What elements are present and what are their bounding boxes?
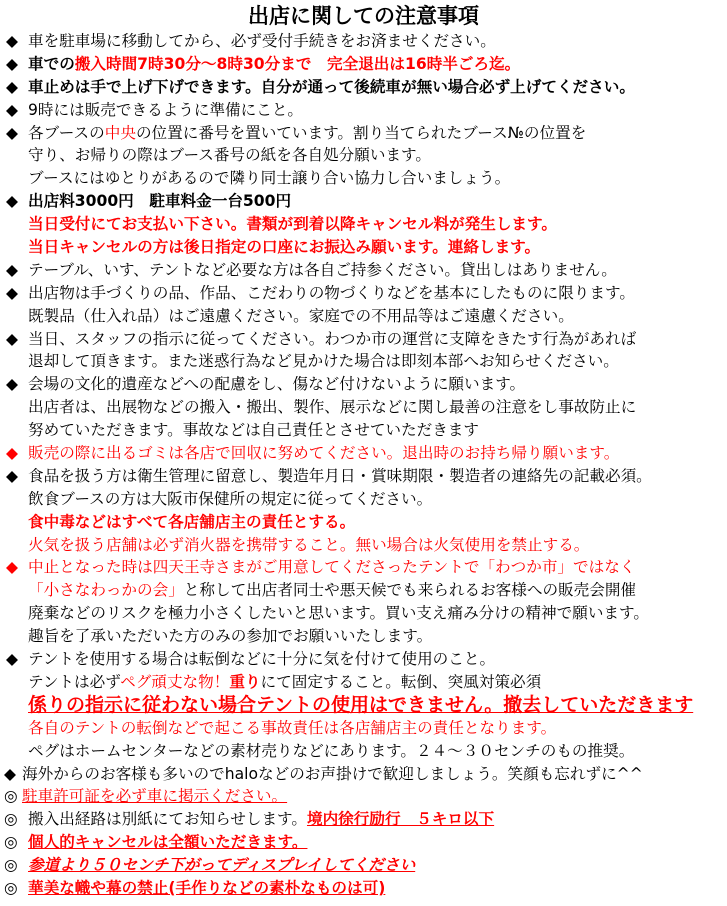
diamond-bullet-icon: ◆ — [6, 77, 18, 96]
diamond-bullet-icon: ◆ — [6, 444, 18, 463]
notice-text: 廃棄などのリスクを極力小さくしたいと思います。買い支え痛み分けの精神で願います。 — [28, 604, 649, 623]
notice-item-14 — [0, 648, 727, 671]
reminder-text: 華美な幟や幕の禁止(手作りなどの素朴なものは可) — [28, 878, 386, 897]
notice-item-13 — [0, 556, 727, 579]
notice-text: ブースにはゆとりがあるので隣り同士譲り合い協力し合いましょう。 — [28, 169, 511, 188]
diamond-bullet-icon: ◆ — [6, 466, 18, 485]
notice-emphasis: 火気を扱う店舗は必ず消火器を携帯すること。無い場合は火気使用を禁止する。 — [28, 535, 590, 554]
notice-text: 海外からのお客様も多いのでhaloなどのお声掛けで歓迎しましょう。笑顔も忘れずに^^ — [22, 764, 643, 783]
notice-emphasis: 食中毒などはすべて各店舗店主の責任とする。 — [28, 512, 356, 531]
notice-line — [0, 144, 727, 167]
diamond-bullet-icon: ◆ — [6, 558, 18, 577]
notice-emphasis: 当日キャンセルの方は後日指定の口座にお振込み願います。連絡します。 — [28, 238, 541, 257]
notice-text: テントを使用する場合は転倒などに十分に気を付けて使用のこと。 — [28, 650, 496, 669]
reminder-text: 駐車許可証を必ず車に掲示ください。 — [22, 787, 288, 806]
notice-text: 出店物は手づくりの品、作品、こだわりの物づくりなどを基本にしたものに限ります。 — [28, 283, 635, 302]
notice-text: 飲食ブースの方は大阪市保健所の規定に従ってください。 — [28, 489, 433, 508]
notice-text: 各ブースの — [28, 123, 105, 142]
notice-text: にて固定すること。転倒、突風対策必須 — [260, 672, 542, 691]
notice-item-4 — [0, 99, 727, 122]
notice-item-8 — [0, 282, 727, 305]
reminder-text: 個人的キャンセルは全額いただきます。 — [28, 833, 308, 852]
notice-emphasis: 「小さなわっかの会」 — [28, 581, 184, 600]
notice-line — [0, 419, 727, 442]
notice-item-9 — [0, 328, 727, 351]
notice-text: 車を駐車場に移動してから、必ず受付手続きをお済ませください。 — [28, 32, 496, 50]
notice-text: 9時には販売できるように準備にこと。 — [28, 100, 304, 119]
notice-text: 既製品（仕入れ品）はご遠慮ください。家庭での不用品等はご遠慮ください。 — [28, 306, 574, 325]
diamond-bullet-icon: ◆ — [6, 329, 18, 348]
double-circle-icon: ◎ — [4, 878, 18, 897]
diamond-bullet-icon: ◆ — [6, 375, 18, 394]
notice-item-11 — [0, 442, 727, 465]
double-circle-icon: ◎ — [4, 787, 18, 806]
notice-line — [0, 740, 727, 763]
notice-emphasis: 中止となった時は四天王寺さまがご用意してくださったテントで「わつか市」ではなく — [28, 558, 636, 577]
diamond-bullet-icon: ◆ — [6, 192, 18, 211]
notice-line — [0, 305, 727, 328]
notice-text: 食品を扱う方は衛生管理に留意し、製造年月日・賞味期限・製造者の連絡先の記載必須。 — [28, 466, 652, 485]
diamond-bullet-icon: ◆ — [6, 32, 18, 50]
notice-item-10 — [0, 373, 727, 396]
diamond-bullet-icon: ◆ — [6, 123, 18, 142]
notice-emphasis: 中央 — [104, 123, 136, 142]
reminder-text: 参道より５０センチ下がってディスプレイしてください — [28, 856, 416, 875]
notice-line — [0, 534, 727, 557]
notice-text: テントは必ず — [28, 672, 121, 691]
notice-emphasis: 重り — [229, 672, 261, 691]
diamond-bullet-icon: ◆ — [6, 54, 18, 73]
notice-emphasis: 当日受付にてお支払い下さい。書類が到着以降キャンセル料が発生します。 — [28, 215, 557, 234]
notice-text: ペグはホームセンターなどの素材売りなどにあります。２４～３０センチのもの推奨。 — [28, 741, 635, 760]
notice-line — [0, 717, 727, 740]
notice-emphasis: 販売の際に出るゴミは各店で回収に努めてください。退出時のお持ち帰り願います。 — [28, 444, 620, 463]
notice-text: 出店者は、出展物などの搬入・搬出、製作、展示などに関し最善の注意をし事故防止に — [28, 398, 637, 417]
reminder-emphasis: 境内徐行励行 ５キロ以下 — [306, 810, 495, 829]
double-circle-icon: ◎ — [4, 810, 18, 829]
notice-text: と称して出店者同士や悪天候でも来られるお客様への販売会開催 — [183, 581, 637, 600]
notice-item-6 — [0, 190, 727, 213]
notice-line — [0, 213, 727, 236]
notice-text: 守り、お帰りの際はブース番号の紙を各自処分願います。 — [28, 146, 431, 165]
notice-item-1 — [0, 30, 727, 53]
notice-line — [0, 350, 727, 373]
notice-text: の位置に番号を置いています。割り当てられたブース№の位置を — [135, 123, 587, 142]
notice-item-15 — [0, 763, 727, 786]
notice-line — [0, 236, 727, 259]
notice-emphasis: ペグ頑丈な物！ — [120, 672, 230, 691]
notice-text: テーブル、いす、テントなど必要な方は各自ご持参ください。貸出しはありません。 — [28, 260, 617, 279]
notice-line — [0, 625, 727, 648]
notice-line — [0, 671, 727, 694]
notice-text: 車での — [28, 54, 75, 73]
reminder-item-3 — [0, 831, 727, 854]
notice-text: 車止めは手で上げ下げできます。自分が通って後続車が無い場合必ず上げてください。 — [28, 77, 635, 96]
notice-text: 努めていただきます。事故などは自己責任とさせていただきます — [28, 421, 479, 440]
notice-item-7 — [0, 259, 727, 282]
notice-line — [0, 488, 727, 511]
tent-warning: 係りの指示に従わない場合テントの使用はできません。撤去していただきます — [28, 693, 694, 716]
reminder-text: 搬入出経路は別紙にてお知らせします。 — [28, 810, 307, 829]
notice-text: 退却して頂きます。また迷惑行為など見かけた場合は即刻本部へお知らせください。 — [28, 352, 619, 371]
diamond-bullet-icon: ◆ — [6, 100, 18, 119]
notice-item-5 — [0, 122, 727, 145]
notice-emphasis: 各自のテントの転倒などで起こる事故責任は各店舗店主の責任となります。 — [28, 718, 557, 737]
notice-item-12 — [0, 465, 727, 488]
reminder-item-1 — [0, 785, 727, 808]
reminder-item-2 — [0, 808, 727, 831]
notice-item-2 — [0, 53, 727, 76]
double-circle-icon: ◎ — [4, 833, 18, 852]
notice-text: 趣旨を了承いただいた方のみの参加でお願いいたします。 — [28, 627, 433, 646]
reminder-item-4 — [0, 854, 727, 877]
notice-line — [0, 396, 727, 419]
notice-line — [0, 167, 727, 190]
notice-emphasis: 搬入時間7時30分～8時30分まで 完全退出は16時半ごろ迄。 — [74, 54, 521, 73]
diamond-bullet-icon: ◆ — [6, 650, 18, 669]
notice-line — [0, 579, 727, 602]
notice-item-3 — [0, 76, 727, 99]
notice-text: 出店料3000円 駐車料金一台500円 — [28, 192, 292, 211]
reminder-item-5 — [0, 877, 727, 900]
document-title: 出店に関しての注意事項 — [248, 4, 479, 28]
diamond-bullet-icon: ◆ — [4, 764, 16, 783]
diamond-bullet-icon: ◆ — [6, 283, 18, 302]
notice-text: 会場の文化的遺産などへの配慮をし、傷など付けないように願います。 — [28, 375, 526, 394]
diamond-bullet-icon: ◆ — [6, 260, 18, 279]
notice-line — [0, 602, 727, 625]
double-circle-icon: ◎ — [4, 856, 18, 875]
notice-line — [0, 694, 727, 717]
notice-text: 当日、スタッフの指示に従ってください。わつか市の運営に支障をきたす行為があれば — [28, 329, 637, 348]
notice-line — [0, 511, 727, 534]
